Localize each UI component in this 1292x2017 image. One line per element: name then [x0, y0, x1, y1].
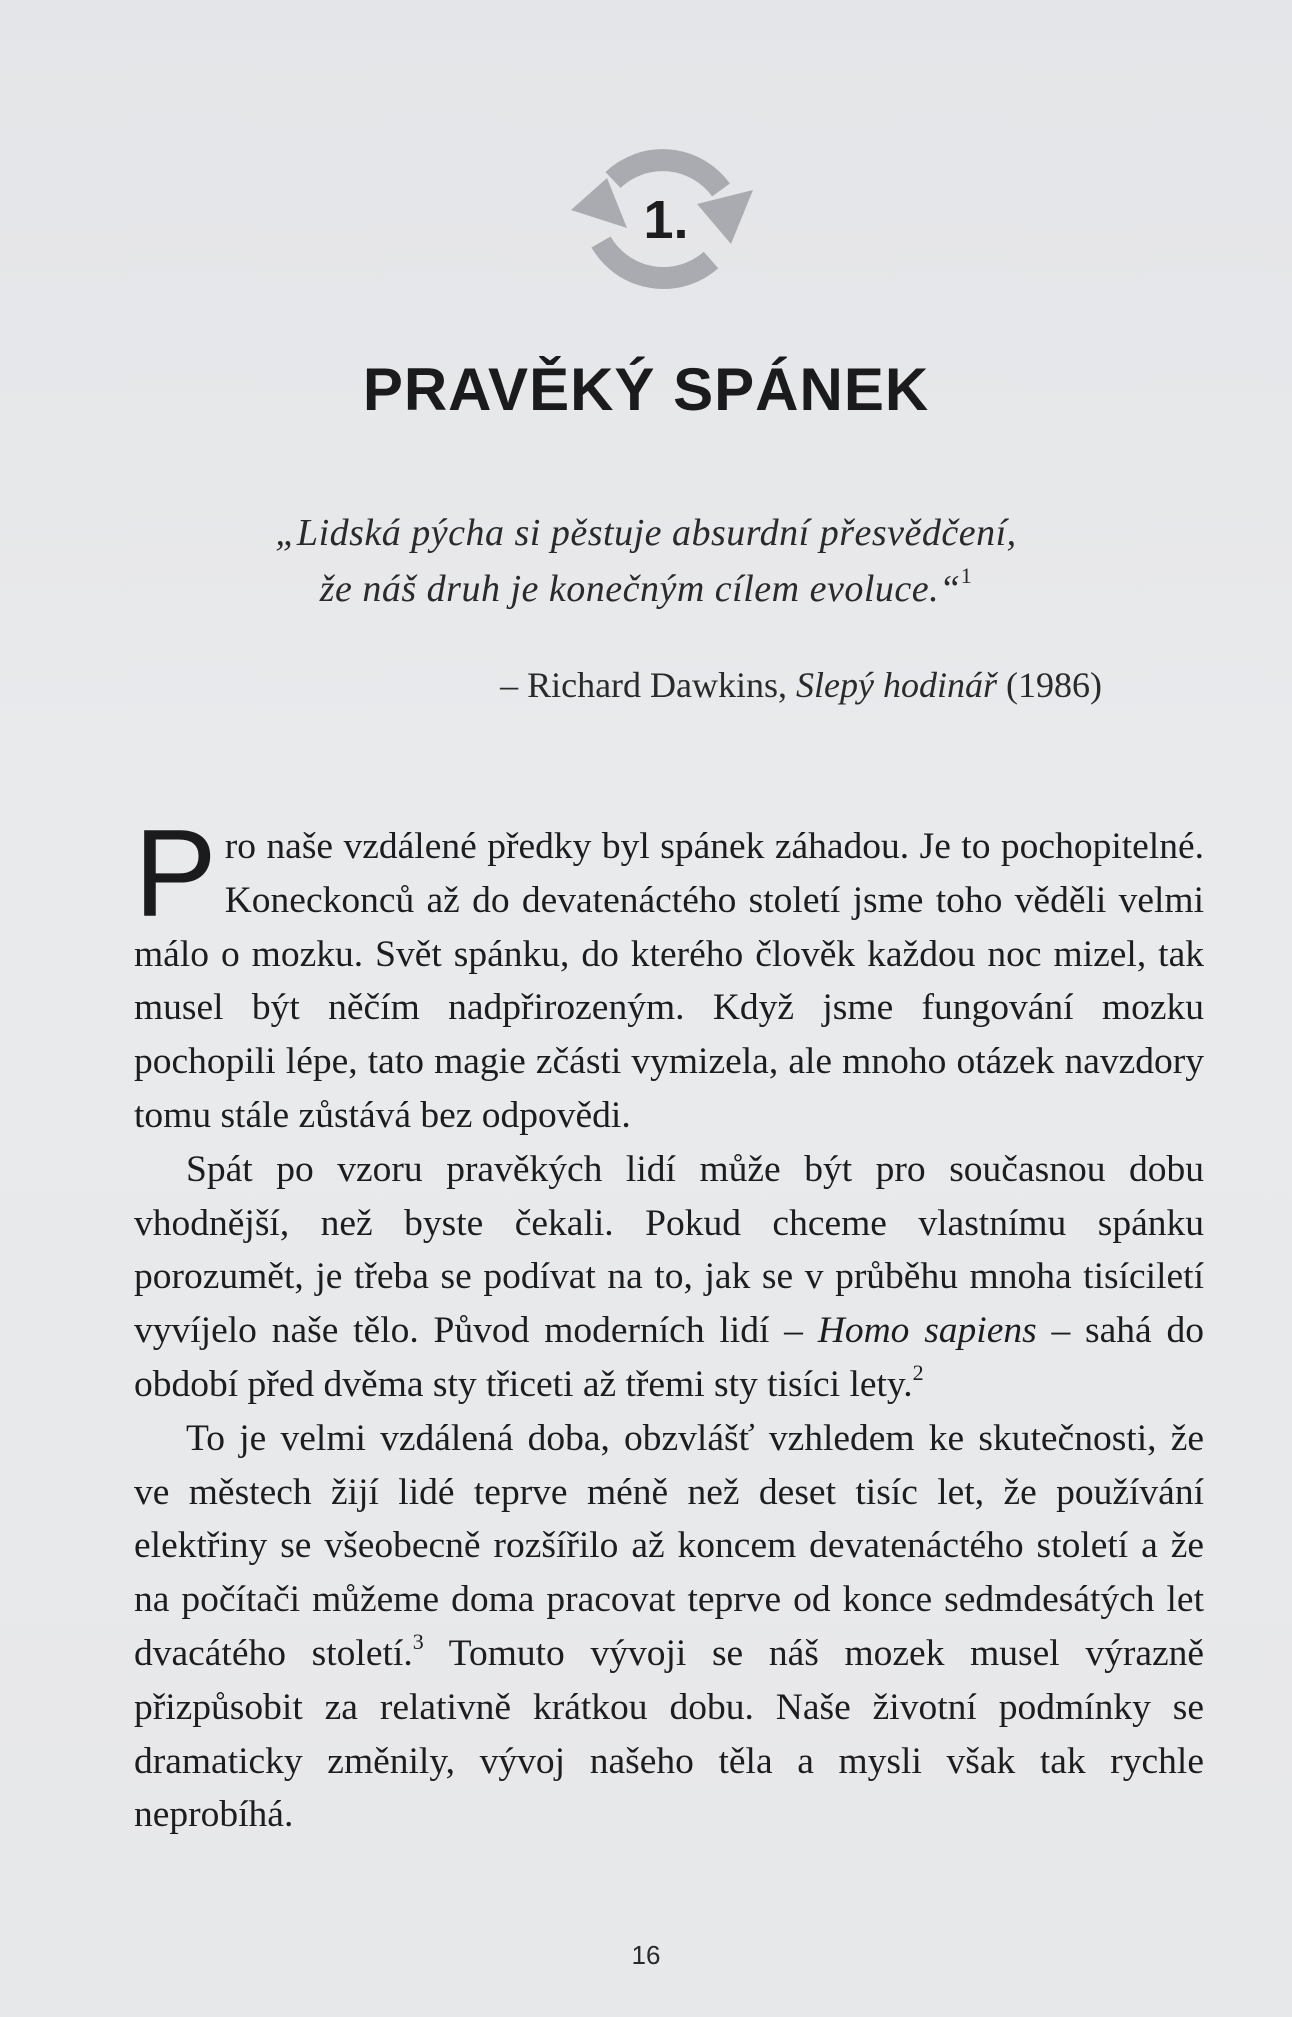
paragraph-3-text-a: To je velmi vzdálená doba, obzvlášť vzhledem ke skutečnosti, že ve městech žijí lidé teprve méně než deset tisíc let, že používání elektřiny se všeobecně rozšířilo až koncem devatenáctého století a že na počítači můžeme doma pracovat teprve od konce sedmdesátých let dvacátého století. [134, 1417, 1204, 1674]
chapter-emblem [561, 132, 761, 302]
chapter-body [134, 805, 1204, 1842]
paragraph-3-text-b: Tomuto vývoji se náš mozek musel výrazně přizpůsobit za relativně krátkou dobu. Naše životní podmínky se dramaticky změnily, vývoj našeho těla a mysli však tak rychle neprobíhá. [134, 1632, 1204, 1836]
page-number: 16 [631, 1940, 661, 1970]
chapter-number: 1. [643, 190, 689, 250]
chapter-title: PRAVĚKÝ SPÁNEK [362, 356, 930, 423]
paragraph-1-text: ro naše vzdálené předky byl spánek záhadou. Je to pochopitelné. Koneckonců až do devatenáctého století jsme toho věděli velmi málo o mozku. Svět spánku, do kterého člověk každou noc mizel, tak musel být něčím nadpřirozeným. Když jsme fungování mozku pochopili lépe, tato magie zčásti vymizela, ale mnoho otázek navzdory tomu stále zůstává bez odpovědi. [134, 826, 1204, 1136]
footnote-marker: 3 [412, 1628, 424, 1654]
footnote-marker: 2 [912, 1359, 924, 1385]
footnote-marker: 1 [960, 563, 973, 588]
paragraph-3 [134, 1412, 1204, 1842]
paragraph-2 [134, 1143, 1204, 1412]
epigraph-line-2-text: že náš druh je konečným cílem evoluce.“ [319, 568, 961, 610]
attribution-year: (1986) [997, 665, 1102, 705]
epigraph-quote [0, 505, 1292, 617]
paragraph-1 [134, 805, 1204, 1143]
attribution-author: – Richard Dawkins, [500, 665, 797, 705]
epigraph-line-2 [0, 561, 1292, 617]
paragraph-2-text-b: – sahá do období před dvěma sty třiceti až třemi sty tisíci lety. [134, 1310, 1204, 1405]
epigraph-attribution [500, 660, 1102, 710]
species-name: Homo sapiens [817, 1310, 1037, 1352]
drop-cap: P [134, 805, 217, 943]
paragraph-2-text-a: Spát po vzoru pravěkých lidí může být pro současnou dobu vhodnější, než byste čekali. Pokud chceme vlastnímu spánku porozumět, je třeba se podívat na to, jak se v průběhu mnoha tisíciletí vyvíjelo naše tělo. Původ moderních lidí – [134, 1148, 1204, 1352]
attribution-book-title: Slepý hodinář [796, 665, 998, 705]
epigraph-line-1: „Lidská pýcha si pěstuje absurdní přesvědčení, [275, 512, 1017, 554]
